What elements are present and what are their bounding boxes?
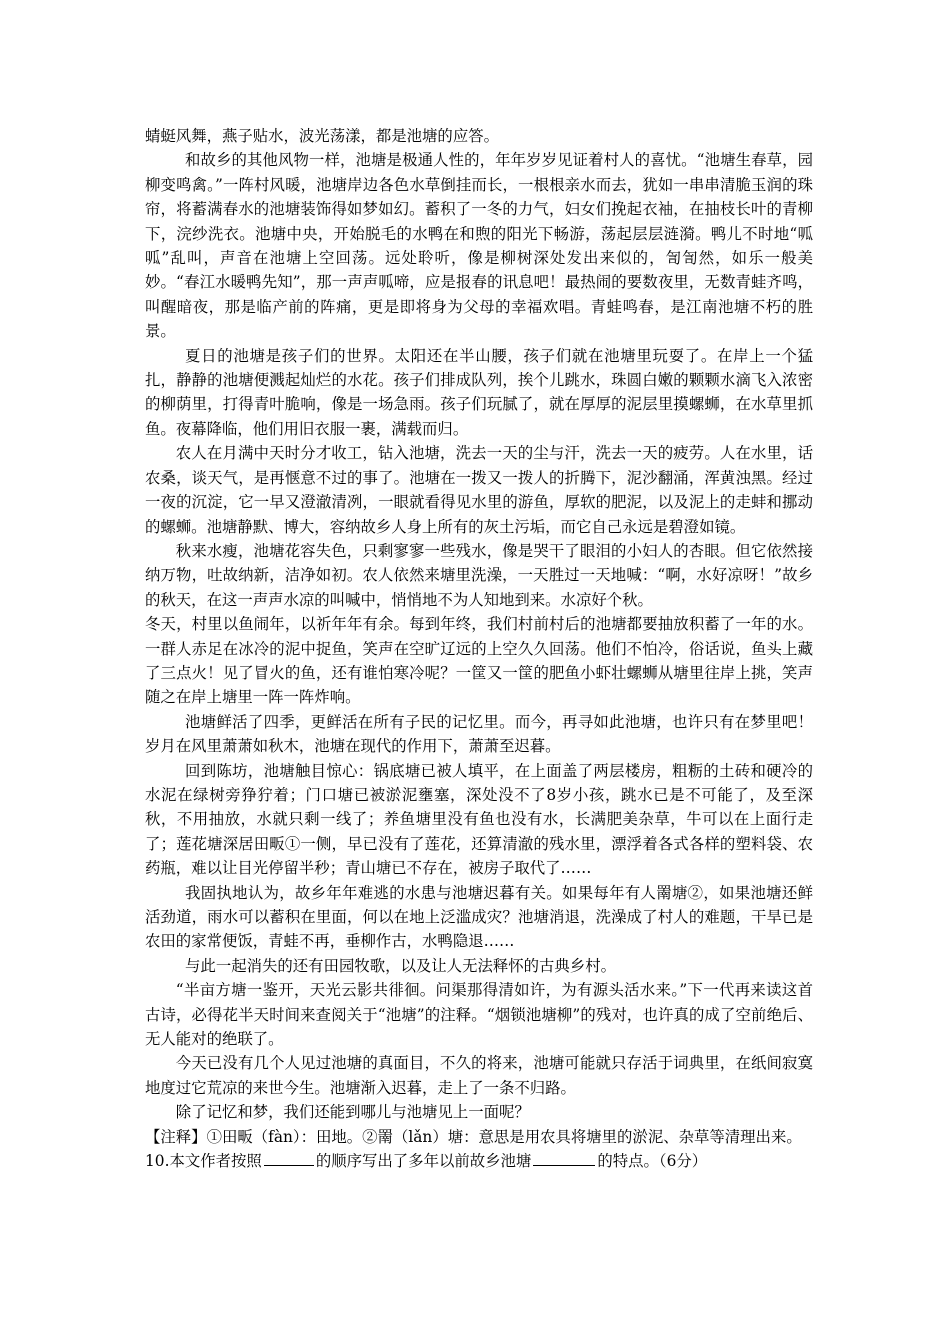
paragraph-6: 冬天，村里以鱼闹年，以祈年年有余。每到年终，我们村前村后的池塘都要抽放积蓄了一年的水。一群人赤足在冰冷的泥中捉鱼，笑声在空旷辽远的上空久久回荡。他们不怕冷，俗话说，鱼头上藏了三点火！见了冒火的鱼，还有谁怕寒冷呢？一筐又一筐的肥鱼小虾壮螺蛳从塘里往岸上挑，笑声随之在岸上塘里一阵一阵炸响。 xyxy=(145,615,813,707)
paragraph-10: 与此一起消失的还有田园牧歌，以及让人无法释怀的古典乡村。 xyxy=(185,956,616,975)
question-text-2: 的顺序写出了多年以前故乡池塘 xyxy=(315,1152,532,1171)
paragraph-1: 蜻蜓风舞，燕子贴水，波光荡漾，都是池塘的应答。 xyxy=(145,127,499,145)
paragraph-4: 农人在月满中天时分才收工，钻入池塘，洗去一天的尘与汗，洗去一天的疲劳。人在水里，话农桑，谈天气，是再惬意不过的事了。池塘在一拨又一拨人的折腾下，泥沙翻涌，浑黄浊黑。经过一夜的沉淀，它一早又澄澈清冽，一眼就看得见水里的游鱼，厚软的肥泥，以及泥上的走蚌和挪动的螺蛳。池塘静默、博大，容纳故乡人身上所有的灰土污垢，而它自己永远是碧澄如镜。 xyxy=(145,444,813,536)
paragraph-13: 除了记忆和梦，我们还能到哪儿与池塘见上一面呢？ xyxy=(175,1103,530,1122)
question-text-3: 的特点。（6分） xyxy=(597,1152,708,1171)
answer-blank-2[interactable] xyxy=(533,1164,595,1166)
footnote: 【注释】①田畈（fàn）：田地。②罱（lǎn）塘：意思是用农具将塘里的淤泥、杂草等清理出来。 xyxy=(145,1127,802,1146)
paragraph-5: 秋来水瘦，池塘花容失色，只剩寥寥一些残水，像是哭干了眼泪的小妇人的杏眼。但它依然接纳万物，吐故纳新，洁净如初。农人依然来塘里洗澡，一天胜过一天地喊：“啊，水好凉呀！”故乡的秋天，在这一声声水凉的叫喊中，悄悄地不为人知地到来。水凉好个秋。 xyxy=(145,541,813,609)
paragraph-2: 和故乡的其他风物一样，池塘是极通人性的，年年岁岁见证着村人的喜忧。“池塘生春草，园柳变鸣禽。”一阵村风暖，池塘岸边各色水草倒挂而长，一根根亲水而去，犹如一串串清脆玉润的珠帘，将蓄满春水的池塘装饰得如梦如幻。蓄积了一冬的力气，妇女们挽起衣袖，在抽枝长叶的青柳下，浣纱洗衣。池塘中央，开始脱毛的水鸭在和煦的阳光下畅游，荡起层层涟漪。鸭儿不时地“呱呱”乱叫，声音在池塘上空回荡。远处聆听，像是柳树深处发出来似的，訇訇然，如乐一般美妙。“春江水暖鸭先知”，那一声声呱啼，应是报春的讯息吧！最热闹的要数夜里，无数青蛙齐鸣，叫醒暗夜，那是临产前的阵痛，更是即将身为父母的幸福欢唱。青蛙鸣春，是江南池塘不朽的胜景。 xyxy=(145,151,813,341)
paragraph-11: “半亩方塘一鉴开，天光云影共徘徊。问渠那得清如许，为有源头活水来。”下一代再来读这首古诗，必得花半天时间来查阅关于“池塘”的注释。“烟锁池塘柳”的残对，也许真的成了空前绝后、无人能对的绝联了。 xyxy=(145,981,813,1049)
question-text-1: 10.本文作者按照 xyxy=(145,1152,262,1171)
question-10 xyxy=(145,1149,813,1173)
paragraph-3: 夏日的池塘是孩子们的世界。太阳还在半山腰，孩子们就在池塘里玩耍了。在岸上一个猛扎，静静的池塘便溅起灿烂的水花。孩子们排成队列，挨个儿跳水，珠圆白嫩的颗颗水滴飞入浓密的柳荫里，打得青叶脆响，像是一场急雨。孩子们玩腻了，就在厚厚的泥层里摸螺蛳，在水草里抓鱼。夜幕降临，他们用旧衣服一裹，满载而归。 xyxy=(145,346,813,438)
article xyxy=(145,124,813,1173)
paragraph-7: 池塘鲜活了四季，更鲜活在所有子民的记忆里。而今，再寻如此池塘，也许只有在梦里吧！岁月在风里萧萧如秋木，池塘在现代的作用下，萧萧至迟暮。 xyxy=(145,712,813,756)
paragraph-8: 回到陈坊，池塘触目惊心：锅底塘已被人填平，在上面盖了两层楼房，粗粝的土砖和硬冷的水泥在绿树旁狰狞着；门口塘已被淤泥壅塞，深处没不了8岁小孩，跳水已是不可能了，及至深秋，不用抽放，水就只剩一线了；养鱼塘里没有鱼也没有水，长满肥美杂草，牛可以在上面行走了；莲花塘深居田畈①一侧，早已没有了莲花，还算清澈的残水里，漂浮着各式各样的塑料袋、农药瓶，难以让目光停留半秒；青山塘已不存在，被房子取代了…… xyxy=(145,761,813,878)
paragraph-12: 今天已没有几个人见过池塘的真面目，不久的将来，池塘可能就只存活于词典里，在纸间寂寞地度过它荒凉的来世今生。池塘渐入迟暮，走上了一条不归路。 xyxy=(145,1054,813,1097)
paragraph-9: 我固执地认为，故乡年年难逃的水患与池塘迟暮有关。如果每年有人罱塘②，如果池塘还鲜活劲道，雨水可以蓄积在里面，何以在地上泛滥成灾？池塘消退，洗澡成了村人的难题，干旱已是农田的家常便饭，青蛙不再，垂柳作古，水鸭隐退…… xyxy=(145,883,813,951)
answer-blank-1[interactable] xyxy=(264,1164,314,1166)
